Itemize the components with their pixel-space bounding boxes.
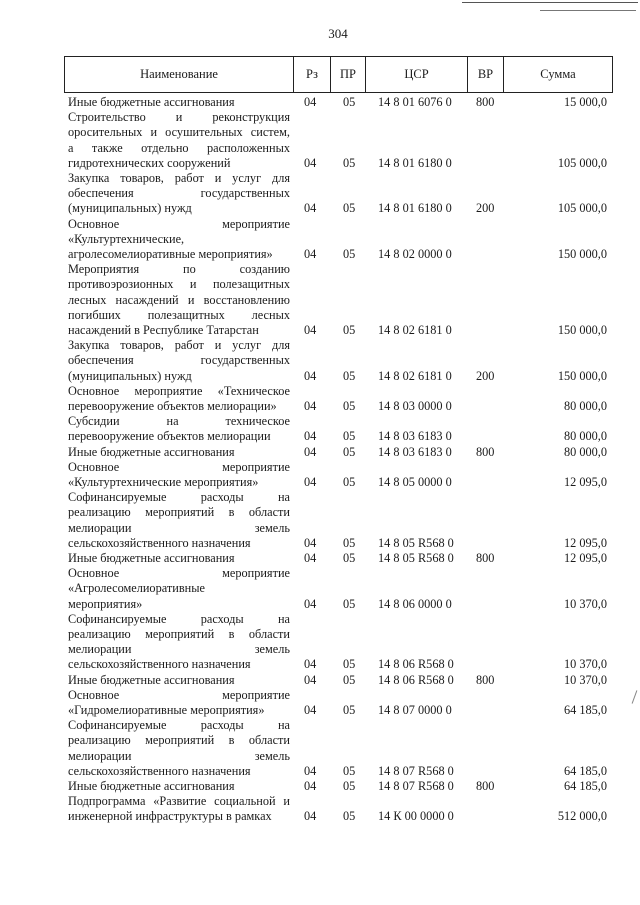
table-row-name — [68, 673, 290, 688]
cell-pr: 05 — [343, 535, 356, 550]
row-name-line: Софинансируемые расходы на — [68, 718, 290, 733]
cell-pr: 05 — [343, 444, 356, 459]
row-name-line: Иные бюджетные ассигнования — [68, 551, 235, 565]
table-row-name — [68, 384, 290, 414]
cell-sum: 80 000,0 — [563, 429, 607, 444]
cell-sum: 150 000,0 — [557, 368, 607, 383]
cell-pr: 05 — [343, 323, 356, 337]
cell-csr: 14 8 05 R568 0 — [378, 551, 454, 565]
row-name-line: перевооружение объектов мелиорации — [68, 429, 271, 444]
cell-csr: 14 8 06 R568 0 — [378, 672, 454, 687]
cell-rz: 04 — [304, 535, 317, 550]
table-row-name — [68, 460, 290, 490]
cell-vr: 200 — [476, 368, 495, 383]
cell-rz: 04 — [304, 155, 317, 170]
cell-csr: 14 8 06 R568 0 — [378, 657, 454, 672]
row-name-line: мелиорации земель — [68, 642, 290, 657]
row-name-line: Основное мероприятие — [68, 687, 290, 702]
cell-sum: 10 370,0 — [563, 596, 607, 611]
cell-rz: 04 — [304, 368, 317, 383]
cell-vr: 800 — [476, 779, 495, 793]
cell-pr: 05 — [343, 779, 356, 793]
cell-rz: 04 — [304, 779, 317, 793]
row-name-line: Иные бюджетные ассигнования — [68, 672, 235, 687]
row-name-line: (муниципальных) нужд — [68, 201, 192, 216]
cell-rz: 04 — [304, 703, 317, 717]
row-name-line: Строительство и реконструкция — [68, 110, 290, 125]
cell-sum: 105 000,0 — [557, 201, 607, 216]
row-name-line: инженерной инфраструктуры в рамках — [68, 809, 272, 824]
row-name-line: обеспечения государственных — [68, 186, 290, 201]
cell-pr: 05 — [343, 201, 356, 216]
cell-pr: 05 — [343, 596, 356, 611]
row-name-line: лесных насаждений и восстановлению — [68, 292, 290, 307]
cell-rz: 04 — [304, 475, 317, 489]
table-row-name — [68, 414, 290, 444]
row-name-line: мероприятия» — [68, 596, 143, 611]
row-name-line: Мероприятия по созданию — [68, 262, 290, 277]
cell-vr: 200 — [476, 201, 495, 216]
cell-sum: 12 095,0 — [563, 551, 607, 565]
cell-csr: 14 8 05 0000 0 — [378, 475, 452, 489]
cell-csr: 14 8 02 6181 0 — [378, 368, 452, 383]
table-row-name — [68, 95, 290, 110]
cell-csr: 14 8 02 6181 0 — [378, 323, 452, 337]
row-name-line: а также отдельно расположенных — [68, 140, 290, 155]
cell-sum: 10 370,0 — [563, 672, 607, 687]
margin-mark — [632, 690, 638, 703]
cell-csr: 14 8 07 R568 0 — [378, 779, 454, 793]
column-header-vr: ВР — [468, 57, 504, 93]
cell-sum: 512 000,0 — [557, 809, 607, 824]
cell-pr: 05 — [343, 672, 356, 687]
cell-rz: 04 — [304, 763, 317, 778]
cell-rz: 04 — [304, 596, 317, 611]
table-row-name — [68, 779, 290, 794]
table-row-name — [68, 718, 290, 779]
scan-artifact-line — [540, 10, 636, 11]
row-name-line: Софинансируемые расходы на — [68, 611, 290, 626]
row-name-line: сельскохозяйственного назначения — [68, 535, 251, 550]
row-name-line: Основное мероприятие — [68, 216, 290, 231]
row-name-line: сельскохозяйственного назначения — [68, 657, 251, 672]
row-name-line: Закупка товаров, работ и услуг для — [68, 171, 290, 185]
page-number: 304 — [328, 26, 348, 41]
cell-csr: 14 8 01 6180 0 — [378, 201, 452, 216]
row-name-line: обеспечения государственных — [68, 353, 290, 368]
cell-vr: 800 — [476, 551, 495, 565]
row-name-line: реализацию мероприятий в области — [68, 627, 290, 641]
cell-vr: 800 — [476, 95, 495, 109]
row-name-line: Основное мероприятие «Техническое — [68, 383, 290, 398]
table-row-name — [68, 794, 290, 824]
table-row-name — [68, 490, 290, 551]
cell-rz: 04 — [304, 672, 317, 687]
table-row-name — [68, 217, 290, 263]
table-row-name — [68, 110, 290, 171]
cell-sum: 12 095,0 — [563, 535, 607, 550]
row-name-line: «Культуртехнические, — [68, 231, 185, 246]
cell-pr: 05 — [343, 551, 356, 565]
column-header-rz: Рз — [294, 57, 331, 93]
cell-csr: 14 8 07 R568 0 — [378, 763, 454, 778]
cell-rz: 04 — [304, 201, 317, 216]
column-header-name: Наименование — [65, 57, 294, 93]
cell-rz: 04 — [304, 247, 317, 261]
row-name-line: Иные бюджетные ассигнования — [68, 779, 235, 793]
table-row-name — [68, 566, 290, 612]
table-row-name — [68, 445, 290, 460]
cell-pr: 05 — [343, 95, 356, 109]
cell-vr: 800 — [476, 444, 495, 459]
table-row-name — [68, 551, 290, 566]
cell-csr: 14 8 03 6183 0 — [378, 444, 452, 459]
row-name-line: реализацию мероприятий в области — [68, 733, 290, 748]
cell-rz: 04 — [304, 809, 317, 824]
cell-csr: 14 8 03 0000 0 — [378, 399, 452, 413]
row-name-line: оросительных и осушительных систем, — [68, 125, 290, 140]
column-header-pr: ПР — [331, 57, 366, 93]
cell-pr: 05 — [343, 809, 356, 824]
cell-pr: 05 — [343, 368, 356, 383]
cell-csr: 14 8 05 R568 0 — [378, 535, 454, 550]
cell-sum: 150 000,0 — [557, 323, 607, 337]
cell-vr: 800 — [476, 672, 495, 687]
cell-sum: 64 185,0 — [563, 779, 607, 793]
cell-rz: 04 — [304, 551, 317, 565]
cell-pr: 05 — [343, 399, 356, 413]
table-row-name — [68, 688, 290, 718]
cell-pr: 05 — [343, 703, 356, 717]
cell-sum: 12 095,0 — [563, 475, 607, 489]
row-name-line: погибших полезащитных лесных — [68, 307, 290, 322]
cell-rz: 04 — [304, 399, 317, 413]
cell-csr: 14 8 01 6076 0 — [378, 95, 452, 109]
cell-sum: 64 185,0 — [563, 703, 607, 717]
row-name-line: сельскохозяйственного назначения — [68, 763, 251, 778]
row-name-line: перевооружение объектов мелиорации» — [68, 399, 277, 413]
row-name-line: мелиорации земель — [68, 748, 290, 763]
row-name-line: насаждений в Республике Татарстан — [68, 323, 259, 337]
cell-sum: 10 370,0 — [563, 657, 607, 672]
scan-artifact-line — [462, 2, 638, 3]
row-name-line: гидротехнических сооружений — [68, 155, 231, 170]
row-name-line: Основное мероприятие — [68, 459, 290, 474]
row-name-line: Субсидии на техническое — [68, 414, 290, 429]
table-row-name — [68, 171, 290, 217]
row-name-line: «Агролесомелиоративные — [68, 581, 205, 596]
cell-csr: 14 8 01 6180 0 — [378, 155, 452, 170]
row-name-line: мелиорации земель — [68, 520, 290, 535]
cell-rz: 04 — [304, 323, 317, 337]
column-header-csr: ЦСР — [366, 57, 468, 93]
cell-rz: 04 — [304, 657, 317, 672]
cell-sum: 15 000,0 — [563, 95, 607, 109]
cell-pr: 05 — [343, 247, 356, 261]
row-name-line: Софинансируемые расходы на — [68, 490, 290, 505]
row-name-line: Иные бюджетные ассигнования — [68, 444, 235, 459]
cell-csr: 14 8 06 0000 0 — [378, 596, 452, 611]
cell-pr: 05 — [343, 475, 356, 489]
row-name-line: Подпрограмма «Развитие социальной и — [68, 794, 290, 809]
row-name-line: Основное мероприятие — [68, 566, 290, 581]
table-row-name — [68, 338, 290, 384]
cell-csr: 14 8 02 0000 0 — [378, 247, 452, 261]
row-name-line: (муниципальных) нужд — [68, 368, 192, 383]
row-name-line: реализацию мероприятий в области — [68, 505, 290, 520]
row-name-line: «Гидромелиоративные мероприятия» — [68, 703, 265, 717]
cell-pr: 05 — [343, 763, 356, 778]
row-name-line: Иные бюджетные ассигнования — [68, 95, 235, 109]
cell-sum: 80 000,0 — [563, 444, 607, 459]
cell-sum: 64 185,0 — [563, 763, 607, 778]
table-header — [64, 56, 613, 93]
table-row-name — [68, 262, 290, 338]
row-name-line: противоэрозионных и полезащитных — [68, 277, 290, 292]
cell-pr: 05 — [343, 429, 356, 444]
column-header-sum: Сумма — [504, 57, 613, 93]
row-name-line: «Культуртехнические мероприятия» — [68, 475, 259, 489]
cell-pr: 05 — [343, 657, 356, 672]
cell-sum: 150 000,0 — [557, 247, 607, 261]
cell-sum: 80 000,0 — [563, 399, 607, 413]
table-row-name — [68, 612, 290, 673]
cell-rz: 04 — [304, 429, 317, 444]
cell-csr: 14 8 07 0000 0 — [378, 703, 452, 717]
cell-pr: 05 — [343, 155, 356, 170]
row-name-line: Закупка товаров, работ и услуг для — [68, 338, 290, 353]
cell-rz: 04 — [304, 444, 317, 459]
cell-sum: 105 000,0 — [557, 155, 607, 170]
cell-csr: 14 К 00 0000 0 — [378, 809, 454, 824]
row-name-line: агролесомелиоративные мероприятия» — [68, 247, 273, 261]
cell-rz: 04 — [304, 95, 317, 109]
cell-csr: 14 8 03 6183 0 — [378, 429, 452, 444]
